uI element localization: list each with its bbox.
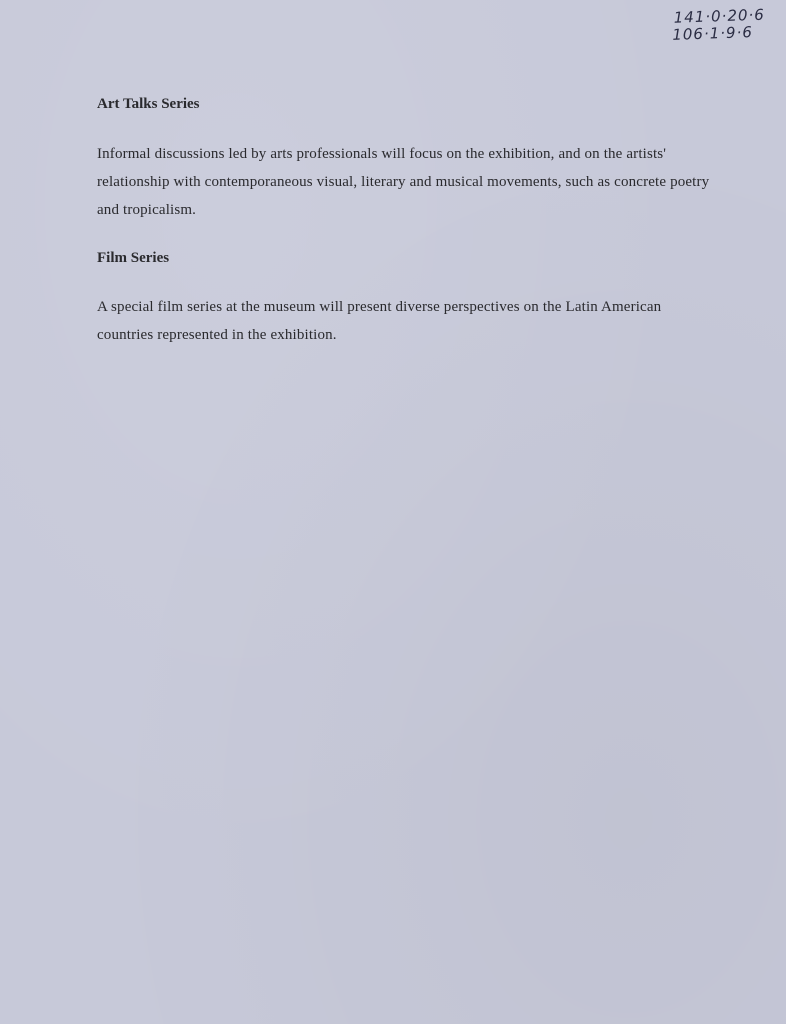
archive-number-line-2: 106·1·9·6 <box>671 23 754 44</box>
section-heading-film-series: Film Series <box>97 250 170 266</box>
section-body-film-series: A special film series at the museum will present diverse perspectives on the Latin American countries represented in the exhibition. <box>97 299 662 343</box>
archive-number-line-1: 141·0·20·6 <box>673 5 766 27</box>
document-body <box>97 94 717 349</box>
section-heading-art-talks: Art Talks Series <box>97 96 200 112</box>
handwritten-archive-number <box>669 6 780 44</box>
section-body-art-talks: Informal discussions led by arts professionals will focus on the exhibition, and on the artists' relationship with contemporaneous visual, literary and musical movements, such as concrete poetry and tropicalism. <box>97 146 710 218</box>
